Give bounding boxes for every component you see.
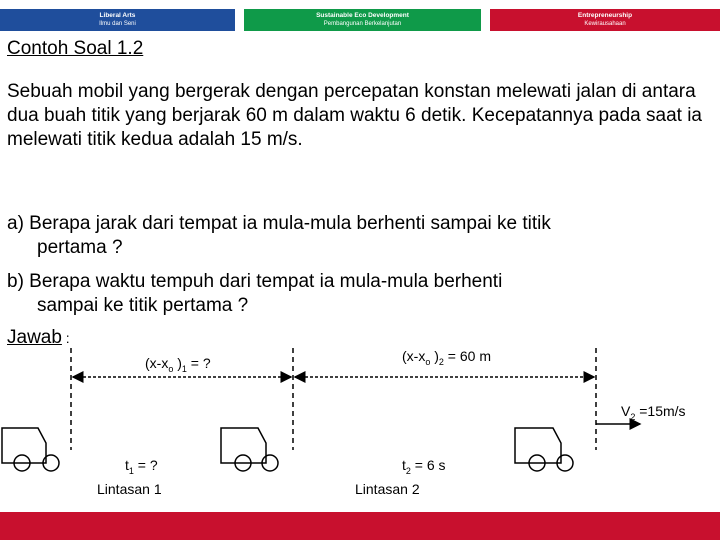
car-point2-icon xyxy=(515,428,573,471)
velocity-label: $V_2 =15m/s$ xyxy=(621,403,686,422)
problem-paragraph: Sebuah mobil yang bergerak dengan percepatan konstan melewati jalan di antara dua buah titik yang berjarak 60 m dalam waktu 6 detik. Kecepatannya pada saat ia melewati titik kedua adalah 15 m/s. xyxy=(7,81,702,150)
banner-middle-line1: Sustainable Eco Development xyxy=(316,12,409,19)
question-b-line2: sampai ke titik pertama ? xyxy=(37,295,249,316)
car-point1-icon xyxy=(221,428,278,471)
answer-colon: : xyxy=(61,330,70,346)
banner-right-line2: Kewirausahaan xyxy=(584,21,626,27)
path-label-2: Lintasan 2 xyxy=(355,481,420,497)
car-start-icon xyxy=(2,428,59,471)
slide-title: Contoh Soal 1.2 xyxy=(7,38,144,59)
banner-left-line1: Liberal Arts xyxy=(99,12,136,19)
time-label-2: $t_2 = 6$ s xyxy=(402,457,446,476)
question-b-line1: b) Berapa waktu tempuh dari tempat ia mula-mula berhenti xyxy=(7,271,503,292)
banner-left-line2: Ilmu dan Seni xyxy=(99,21,136,27)
banner-middle-line2: Pembangunan Berkelanjutan xyxy=(323,21,402,27)
distance-label-1: ($x-x_o$ )$_1$ = ? xyxy=(145,355,211,374)
question-a-line1: a) Berapa jarak dari tempat ia mula-mula berhenti sampai ke titik xyxy=(7,213,551,234)
footer-bar xyxy=(0,512,720,540)
distance-label-2: ($x-x_o$ )$_2 = 60$ m xyxy=(402,348,492,367)
question-a-line2: pertama ? xyxy=(37,237,123,258)
time-label-1: $t_1$ = ? xyxy=(125,457,158,476)
banner-right-line1: Entrepreneurship xyxy=(577,12,633,19)
path-label-1: Lintasan 1 xyxy=(97,481,162,497)
answer-label-text: Jawab xyxy=(7,327,62,348)
